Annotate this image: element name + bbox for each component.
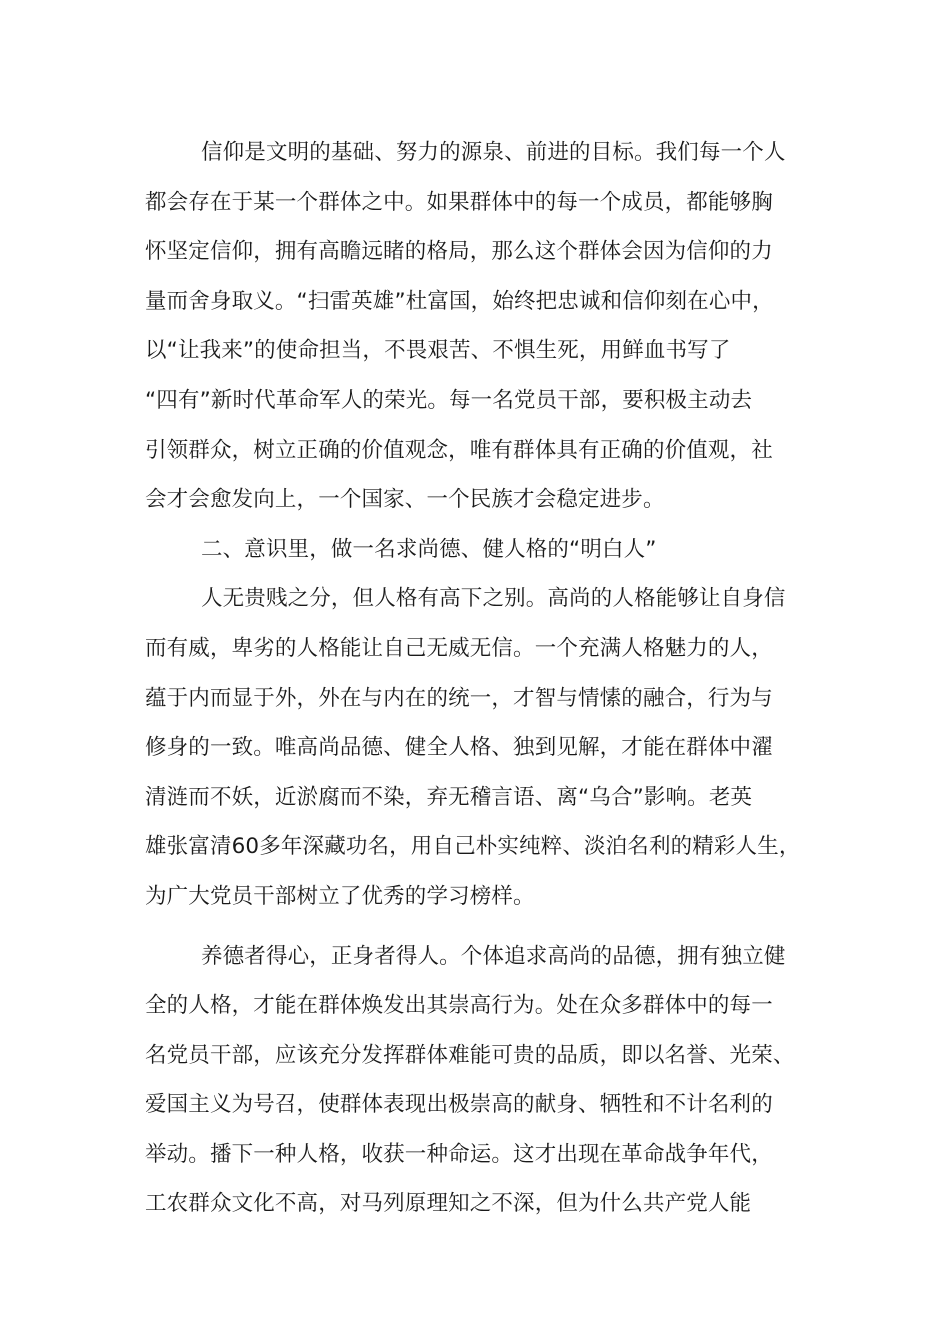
text-line: 清涟而不妖，近淤腐而不染，弃无稽言语、离“乌合”影响。老英 <box>145 784 753 810</box>
text-line: 修身的一致。唯高尚品德、健全人格、独到见解，才能在群体中濯 <box>145 735 773 761</box>
text-line: 人无贵贱之分，但人格有高下之别。高尚的人格能够让自身信 <box>201 586 786 612</box>
text-line: 雄张富清60多年深藏功名，用自己朴实纯粹、淡泊名利的精彩人生， <box>145 834 801 860</box>
section-heading <box>145 525 815 575</box>
text-line: 全的人格，才能在群体焕发出其崇高行为。处在众多群体中的每一 <box>145 993 773 1019</box>
paragraph-virtue <box>145 932 815 1230</box>
text-line: 信仰是文明的基础、努力的源泉、前进的目标。我们每一个人 <box>201 140 786 165</box>
text-line: 举动。播下一种人格，收获一种命运。这才出现在革命战争年代， <box>145 1141 773 1167</box>
text-line: 养德者得心，正身者得人。个体追求高尚的品德，拥有独立健 <box>201 943 786 969</box>
document-body <box>145 128 815 1229</box>
text-line: 都会存在于某一个群体之中。如果群体中的每一个成员，都能够胸 <box>145 189 773 215</box>
paragraph-faith <box>145 128 815 525</box>
heading-line: 二、意识里，做一名求尚德、健人格的“明白人” <box>201 536 657 562</box>
text-line: 蕴于内而显于外，外在与内在的统一，才智与情愫的融合，行为与 <box>145 685 773 711</box>
text-line: 名党员干部，应该充分发挥群体难能可贵的品质，即以名誉、光荣、 <box>145 1042 795 1068</box>
text-line: 为广大党员干部树立了优秀的学习榜样。 <box>145 883 535 909</box>
text-line: “四有”新时代革命军人的荣光。每一名党员干部，要积极主动去 <box>145 387 753 413</box>
text-line: 爱国主义为号召，使群体表现出极崇高的献身、牺牲和不计名利的 <box>145 1092 773 1118</box>
text-line: 引领群众，树立正确的价值观念，唯有群体具有正确的价值观，社 <box>145 437 773 463</box>
text-line: 怀坚定信仰，拥有高瞻远睹的格局，那么这个群体会因为信仰的力 <box>145 239 773 265</box>
paragraph-gap <box>145 922 815 932</box>
text-line: 工农群众文化不高，对马列原理知之不深，但为什么共产党人能 <box>145 1191 752 1217</box>
text-line: 以“让我来”的使命担当，不畏艰苦、不惧生死，用鲜血书写了 <box>145 338 731 364</box>
text-line: 而有威，卑劣的人格能让自己无威无信。一个充满人格魅力的人， <box>145 635 773 661</box>
text-line: 量而舍身取义。“扫雷英雄”杜富国，始终把忠诚和信仰刻在心中， <box>145 288 774 314</box>
text-line: 会才会愈发向上，一个国家、一个民族才会稳定进步。 <box>145 487 665 513</box>
paragraph-character <box>145 574 815 921</box>
